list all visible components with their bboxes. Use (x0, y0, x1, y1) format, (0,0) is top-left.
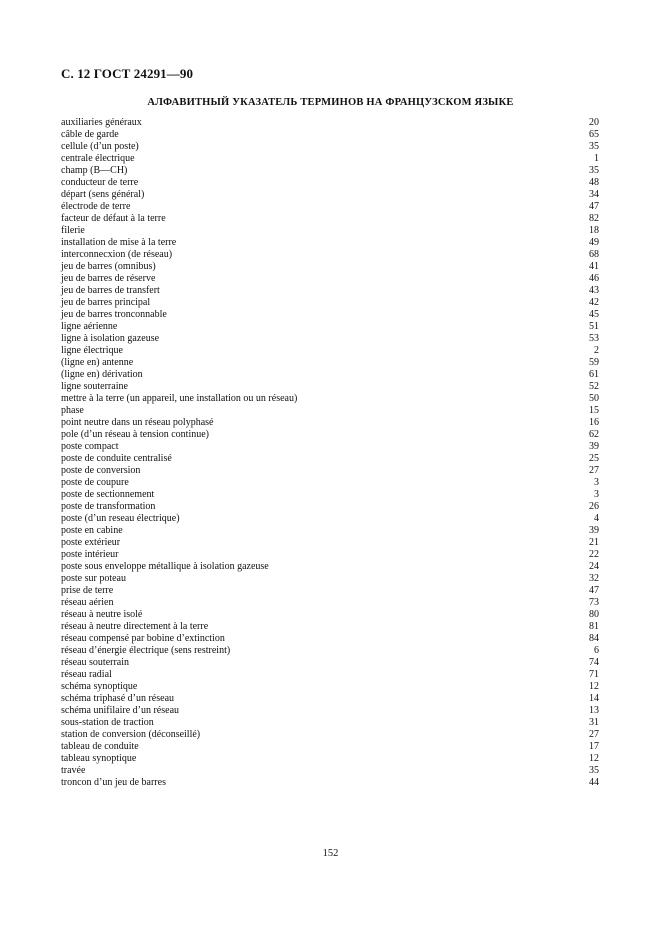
index-term: jeu de barres de transfert (61, 285, 160, 296)
index-entry (61, 465, 599, 477)
index-term-number: 12 (589, 753, 599, 764)
index-term-number: 81 (589, 621, 599, 632)
index-term: sous-station de traction (61, 717, 154, 728)
index-term: (ligne en) antenne (61, 357, 134, 368)
index-term: réseau d’énergie électrique (sens restreint) (61, 645, 231, 656)
index-term: départ (sens général) (61, 189, 145, 200)
index-entry (61, 441, 599, 453)
index-entry (61, 165, 599, 177)
index-entry (61, 489, 599, 501)
index-term-number: 48 (589, 177, 599, 188)
index-entry (61, 729, 599, 741)
index-entry (61, 525, 599, 537)
index-term: installation de mise à la terre (61, 237, 177, 248)
index-term-number: 53 (589, 333, 599, 344)
index-entry (61, 513, 599, 525)
index-term-number: 50 (589, 393, 599, 404)
index-entry (61, 189, 599, 201)
term-index-list (61, 117, 599, 789)
index-term: station de conversion (déconseillé) (61, 729, 201, 740)
index-entry (61, 777, 599, 789)
index-entry (61, 153, 599, 165)
index-entry (61, 417, 599, 429)
index-term: poste compact (61, 441, 119, 452)
index-term: ligne à isolation gazeuse (61, 333, 160, 344)
index-term-number: 41 (589, 261, 599, 272)
index-term: poste de conversion (61, 465, 141, 476)
index-entry (61, 585, 599, 597)
index-term: conducteur de terre (61, 177, 139, 188)
index-term-number: 51 (589, 321, 599, 332)
index-entry (61, 225, 599, 237)
index-term: point neutre dans un réseau polyphasé (61, 417, 214, 428)
index-entry (61, 561, 599, 573)
index-term-number: 52 (589, 381, 599, 392)
index-entry (61, 249, 599, 261)
index-entry (61, 609, 599, 621)
index-term: centrale électrique (61, 153, 135, 164)
index-entry (61, 765, 599, 777)
index-term-number: 35 (589, 141, 599, 152)
index-term-number: 22 (589, 549, 599, 560)
page-header: С. 12 ГОСТ 24291—90 (61, 66, 194, 81)
index-term: poste en cabine (61, 525, 123, 536)
index-term: réseau aérien (61, 597, 114, 608)
index-term-number: 13 (589, 705, 599, 716)
index-term-number: 31 (589, 717, 599, 728)
index-entry (61, 705, 599, 717)
index-term: poste (d’un reseau électrique) (61, 513, 180, 524)
index-term-number: 1 (594, 153, 599, 164)
index-term: troncon d’un jeu de barres (61, 777, 166, 788)
index-entry (61, 477, 599, 489)
index-entry (61, 753, 599, 765)
index-term-number: 35 (589, 765, 599, 776)
index-term-number: 3 (594, 489, 599, 500)
index-term-number: 3 (594, 477, 599, 488)
index-term-number: 34 (589, 189, 599, 200)
index-term-number: 24 (589, 561, 599, 572)
index-entry (61, 177, 599, 189)
index-term-number: 26 (589, 501, 599, 512)
index-term: champ (B—CH) (61, 165, 128, 176)
index-term: réseau compensé par bobine d’extinction (61, 633, 225, 644)
index-term-number: 25 (589, 453, 599, 464)
index-entry (61, 309, 599, 321)
index-entry (61, 129, 599, 141)
index-term: réseau à neutre directement à la terre (61, 621, 209, 632)
index-term-number: 39 (589, 525, 599, 536)
index-entry (61, 273, 599, 285)
index-term: mettre à la terre (un appareil, une installation ou un réseau) (61, 393, 298, 404)
index-term: poste de sectionnement (61, 489, 155, 500)
index-term: poste intérieur (61, 549, 119, 560)
index-term: poste extérieur (61, 537, 121, 548)
index-entry (61, 345, 599, 357)
index-term: jeu de barres de réserve (61, 273, 156, 284)
index-term: ligne électrique (61, 345, 123, 356)
index-term: ligne aérienne (61, 321, 118, 332)
index-term: câble de garde (61, 129, 119, 140)
index-entry (61, 549, 599, 561)
index-entry (61, 657, 599, 669)
index-term-number: 47 (589, 201, 599, 212)
index-entry (61, 117, 599, 129)
index-entry (61, 297, 599, 309)
index-term: (ligne en) dérivation (61, 369, 143, 380)
index-entry (61, 141, 599, 153)
index-term-number: 62 (589, 429, 599, 440)
index-entry (61, 621, 599, 633)
index-entry (61, 381, 599, 393)
index-term-number: 39 (589, 441, 599, 452)
index-term-number: 42 (589, 297, 599, 308)
index-entry (61, 261, 599, 273)
index-term-number: 20 (589, 117, 599, 128)
index-term-number: 59 (589, 357, 599, 368)
index-term-number: 49 (589, 237, 599, 248)
index-entry (61, 393, 599, 405)
index-term: réseau à neutre isolé (61, 609, 143, 620)
index-term: auxiliaries généraux (61, 117, 142, 128)
index-entry (61, 741, 599, 753)
index-term-number: 71 (589, 669, 599, 680)
index-term-number: 80 (589, 609, 599, 620)
index-term-number: 4 (594, 513, 599, 524)
index-term: pole (d’un réseau à tension continue) (61, 429, 210, 440)
index-entry (61, 213, 599, 225)
index-term: phase (61, 405, 84, 416)
index-term-number: 15 (589, 405, 599, 416)
index-term-number: 61 (589, 369, 599, 380)
index-term-number: 21 (589, 537, 599, 548)
index-term: réseau souterrain (61, 657, 130, 668)
index-term-number: 27 (589, 465, 599, 476)
index-term-number: 14 (589, 693, 599, 704)
index-entry (61, 717, 599, 729)
index-entry (61, 321, 599, 333)
index-entry (61, 453, 599, 465)
index-term: électrode de terre (61, 201, 131, 212)
index-entry (61, 333, 599, 345)
index-term-number: 6 (594, 645, 599, 656)
index-entry (61, 573, 599, 585)
index-term: poste sous enveloppe métallique à isolation gazeuse (61, 561, 269, 572)
index-term: schéma triphasé d’un réseau (61, 693, 175, 704)
index-entry (61, 501, 599, 513)
index-term: réseau radial (61, 669, 112, 680)
index-term-number: 12 (589, 681, 599, 692)
index-term: travée (61, 765, 86, 776)
index-term: interconnecxion (de réseau) (61, 249, 173, 260)
index-term: ligne souterraine (61, 381, 128, 392)
index-term: poste de transformation (61, 501, 156, 512)
index-term-number: 17 (589, 741, 599, 752)
index-term: tableau de conduite (61, 741, 139, 752)
index-term-number: 68 (589, 249, 599, 260)
index-entry (61, 669, 599, 681)
index-term-number: 18 (589, 225, 599, 236)
index-entry (61, 357, 599, 369)
index-term: filerie (61, 225, 85, 236)
index-entry (61, 201, 599, 213)
index-term-number: 32 (589, 573, 599, 584)
index-term-number: 74 (589, 657, 599, 668)
index-term-number: 44 (589, 777, 599, 788)
index-term-number: 43 (589, 285, 599, 296)
index-term: schéma unifilaire d’un réseau (61, 705, 180, 716)
index-term: cellule (d’un poste) (61, 141, 139, 152)
index-entry (61, 237, 599, 249)
index-term: jeu de barres (omnibus) (61, 261, 156, 272)
index-entry (61, 645, 599, 657)
index-entry (61, 537, 599, 549)
index-term-number: 84 (589, 633, 599, 644)
index-entry (61, 693, 599, 705)
index-entry (61, 633, 599, 645)
index-entry (61, 369, 599, 381)
index-term-number: 65 (589, 129, 599, 140)
index-entry (61, 429, 599, 441)
index-entry (61, 285, 599, 297)
index-term-number: 73 (589, 597, 599, 608)
index-term: facteur de défaut à la terre (61, 213, 166, 224)
index-term-number: 16 (589, 417, 599, 428)
index-term: tableau synoptique (61, 753, 137, 764)
index-entry (61, 681, 599, 693)
index-term-number: 35 (589, 165, 599, 176)
index-term-number: 27 (589, 729, 599, 740)
section-title: АЛФАВИТНЫЙ УКАЗАТЕЛЬ ТЕРМИНОВ НА ФРАНЦУЗСКОМ ЯЗЫКЕ (147, 97, 514, 108)
index-term-number: 45 (589, 309, 599, 320)
index-term: poste de conduite centralisé (61, 453, 172, 464)
page-number: 152 (322, 848, 339, 859)
index-term: jeu de barres tronconnable (61, 309, 167, 320)
index-term-number: 46 (589, 273, 599, 284)
index-term-number: 47 (589, 585, 599, 596)
index-term-number: 2 (594, 345, 599, 356)
index-entry (61, 597, 599, 609)
index-term: poste sur poteau (61, 573, 126, 584)
index-term: poste de coupure (61, 477, 129, 488)
index-term: prise de terre (61, 585, 114, 596)
index-term-number: 82 (589, 213, 599, 224)
index-term: jeu de barres principal (61, 297, 151, 308)
index-term: schéma synoptique (61, 681, 138, 692)
index-entry (61, 405, 599, 417)
